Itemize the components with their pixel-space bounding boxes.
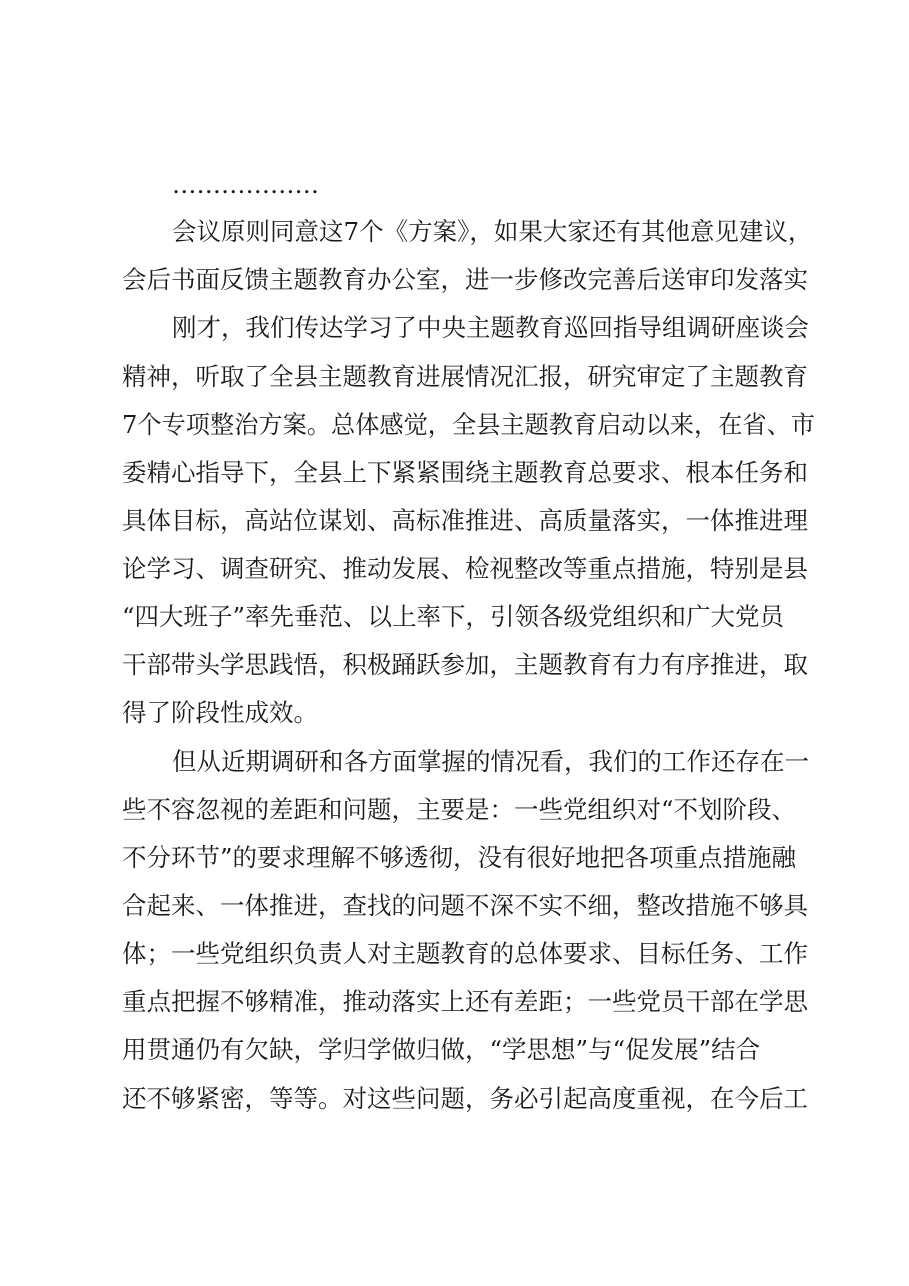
paragraph-2-line-2: 精神，听取了全县主题教育进展情况汇报，研究审定了主题教育 — [122, 362, 808, 391]
ellipsis-line: ……………… — [172, 170, 319, 199]
paragraph-2-line-4: 委精心指导下，全县上下紧紧围绕主题教育总要求、根本任务和 — [122, 458, 808, 487]
paragraph-3-line-1: 但从近期调研和各方面掌握的情况看，我们的工作还存在一 — [172, 747, 809, 776]
paragraph-2-line-5: 具体目标，高站位谋划、高标准推进、高质量落实，一体推进理 — [122, 506, 808, 535]
paragraph-2-line-6: 论学习、调查研究、推动发展、检视整改等重点措施，特别是县 — [122, 554, 808, 583]
paragraph-3-line-6: 重点把握不够精准，推动落实上还有差距；一些党员干部在学思 — [122, 987, 808, 1016]
paragraph-2-line-7: “四大班子”率先垂范、以上率下，引领各级党组织和广大党员 — [122, 602, 785, 631]
paragraph-3-line-4: 合起来、一体推进，查找的问题不深不实不细，整改措施不够具 — [122, 891, 808, 920]
paragraph-3-line-2: 些不容忽视的差距和问题，主要是：一些党组织对“不划阶段、 — [122, 795, 797, 824]
paragraph-1-line-1: 会议原则同意这7个《方案》，如果大家还有其他意见建议， — [172, 217, 813, 246]
paragraph-2-line-8: 干部带头学思践悟，积极踊跃参加，主题教育有力有序推进，取 — [122, 650, 808, 679]
paragraph-3-line-7: 用贯通仍有欠缺，学归学做归做，“学思想”与“促发展”结合 — [122, 1035, 761, 1064]
paragraph-1-line-2: 会后书面反馈主题教育办公室，进一步修改完善后送审印发落实 — [122, 265, 808, 294]
paragraph-3-line-5: 体；一些党组织负责人对主题教育的总体要求、目标任务、工作 — [122, 939, 808, 968]
paragraph-3-line-8: 还不够紧密，等等。对这些问题，务必引起高度重视，在今后工 — [122, 1084, 808, 1113]
paragraph-2-line-9: 得了阶段性成效。 — [122, 698, 318, 727]
paragraph-3-line-3: 不分环节”的要求理解不够透彻，没有很好地把各项重点措施融 — [122, 843, 797, 872]
paragraph-2-line-1: 刚才，我们传达学习了中央主题教育巡回指导组调研座谈会 — [172, 313, 809, 342]
paragraph-2-line-3: 7个专项整治方案。总体感觉，全县主题教育启动以来，在省、市 — [122, 410, 815, 439]
